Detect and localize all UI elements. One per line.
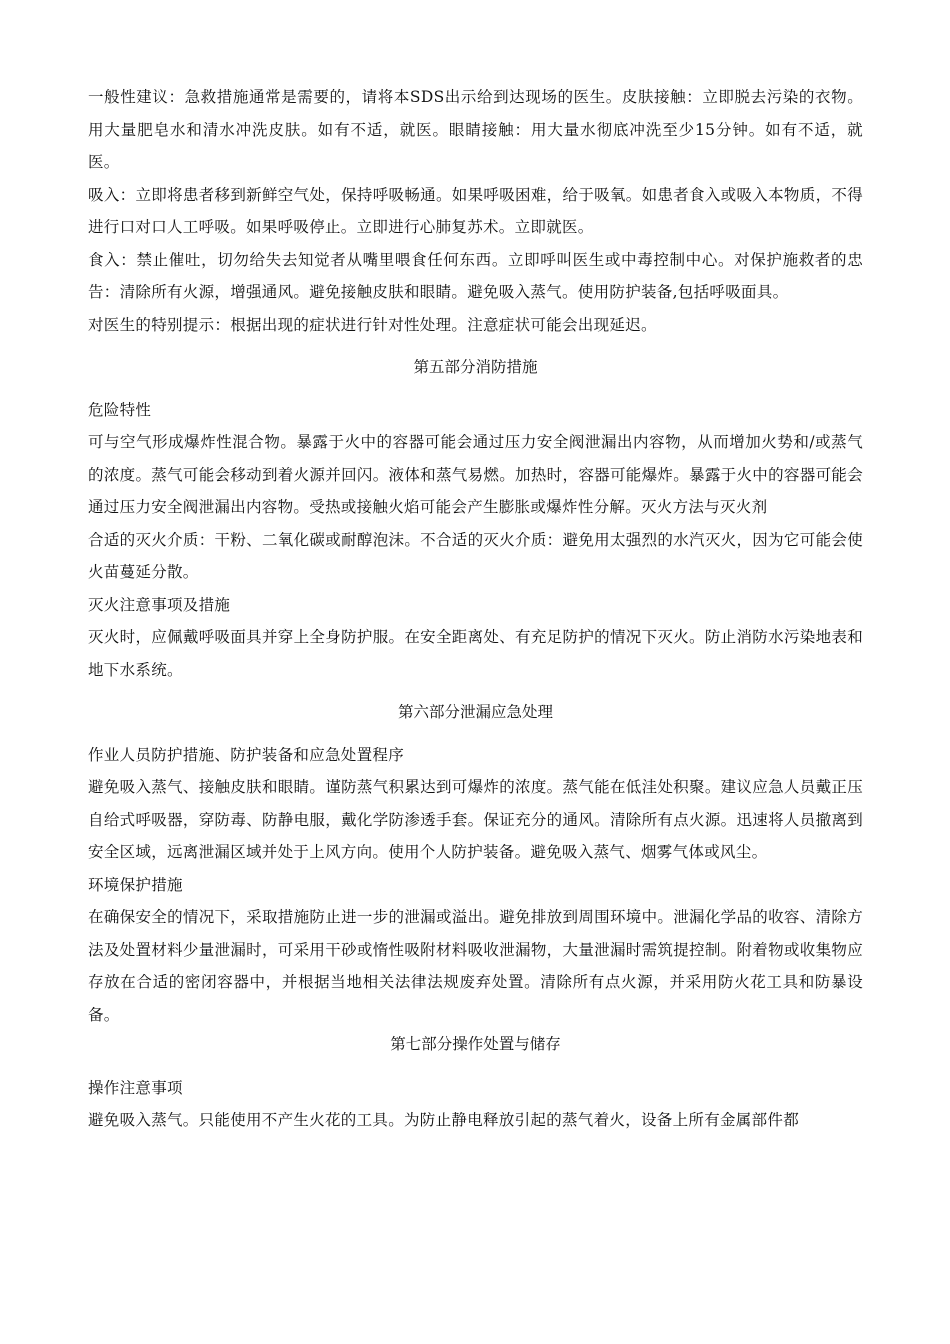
section-5-extinguishing-media: 合适的灭火介质：干粉、二氧化碳或耐醇泡沫。不合适的灭火介质：避免用太强烈的水汽灭火，因为它可能会使火苗蔓延分散。 <box>88 530 863 581</box>
section-7-handling-text: 避免吸入蒸气。只能使用不产生火花的工具。为防止静电释放引起的蒸气着火，设备上所有金属部件都 <box>88 1111 800 1129</box>
section-6-personal-text: 避免吸入蒸气、接触皮肤和眼睛。谨防蒸气积累达到可爆炸的浓度。蒸气能在低洼处积聚。建议应急人员戴正压自给式呼吸器，穿防毒、防静电服，戴化学防渗透手套。保证充分的通风。清除所有点火源。迅速将人员撤离到安全区域，远离泄漏区域并处于上风方向。使用个人防护装备。避免吸入蒸气、烟雾气体或风尘。 <box>88 778 863 861</box>
section-5-hazards-text: 可与空气形成爆炸性混合物。暴露于火中的容器可能会通过压力安全阀泄漏出内容物，从而增加火势和/或蒸气的浓度。蒸气可能会移动到着火源并回闪。液体和蒸气易燃。加热时，容器可能爆炸。暴露于火中的容器可能会通过压力安全阀泄漏出内容物。受热或接触火焰可能会产生膨胀或爆炸性分解。灭火方法与灭火剂 <box>88 433 863 516</box>
first-aid-inhalation: 吸入：立即将患者移到新鲜空气处，保持呼吸畅通。如果呼吸困难，给于吸氧。如患者食入或吸入本物质，不得进行口对口人工呼吸。如果呼吸停止。立即进行心肺复苏术。立即就医。 <box>88 185 863 236</box>
first-aid-ingestion: 食入：禁止催吐，切勿给失去知觉者从嘴里喂食任何东西。立即呼叫医生或中毒控制中心。对保护施救者的忠告：清除所有火源，增强通风。避免接触皮肤和眼睛。避免吸入蒸气。使用防护装备,包括呼吸面具。 <box>88 250 863 301</box>
document-page <box>88 81 863 1137</box>
section-5-subheading-precautions: 灭火注意事项及措施 <box>88 595 231 614</box>
section-5-subheading-hazards: 危险特性 <box>88 400 152 419</box>
section-5-precautions-text: 灭火时，应佩戴呼吸面具并穿上全身防护服。在安全距离处、有充足防护的情况下灭火。防止消防水污染地表和地下水系统。 <box>88 628 863 679</box>
section-7-heading: 第七部分操作处置与储存 <box>390 1035 561 1053</box>
first-aid-general-advice: 一般性建议：急救措施通常是需要的，请将本SDS出示给到达现场的医生。皮肤接触：立即脱去污染的衣物。用大量肥皂水和清水冲洗皮肤。如有不适，就医。眼睛接触：用大量水彻底冲洗至少15分钟。如有不适，就医。 <box>88 88 863 171</box>
section-6-heading: 第六部分泄漏应急处理 <box>397 703 553 721</box>
section-6-environment-text: 在确保安全的情况下，采取措施防止进一步的泄漏或溢出。避免排放到周围环境中。泄漏化学品的收容、清除方法及处置材料少量泄漏时，可采用干砂或惰性吸附材料吸收泄漏物，大量泄漏时需筑提控制。附着物或收集物应存放在合适的密闭容器中，并根据当地相关法律法规废弃处置。清除所有点火源，并采用防火花工具和防暴设备。 <box>88 908 863 1024</box>
section-5-heading: 第五部分消防措施 <box>413 358 538 376</box>
first-aid-doctor-note: 对医生的特别提示：根据出现的症状进行针对性处理。注意症状可能会出现延迟。 <box>88 315 657 334</box>
section-6-subheading-environment: 环境保护措施 <box>88 875 183 894</box>
section-6-subheading-personal: 作业人员防护措施、防护装备和应急处置程序 <box>88 745 405 764</box>
section-7-subheading-handling: 操作注意事项 <box>88 1078 183 1097</box>
